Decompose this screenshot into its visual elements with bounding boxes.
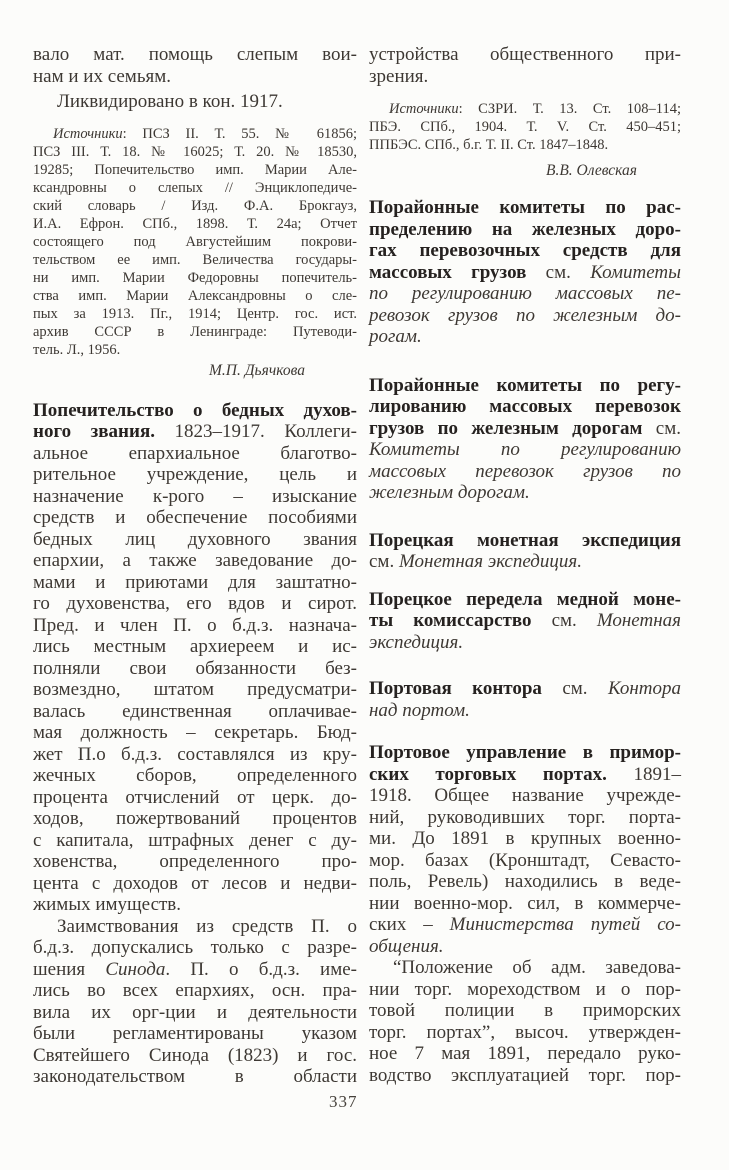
entry-poraionnye-regulirovanie bbox=[369, 375, 681, 504]
text-line bbox=[369, 262, 681, 284]
text-line bbox=[369, 914, 681, 936]
text-line bbox=[33, 421, 357, 443]
entry-paragraph bbox=[33, 916, 357, 1088]
text-segment: вила их орг-ции и деятельности bbox=[33, 1001, 357, 1023]
text-segment: гах перевозочных средств для bbox=[369, 240, 681, 261]
text-line bbox=[369, 100, 681, 118]
text-segment: ревозок грузов по железным до- bbox=[369, 304, 681, 326]
text-segment: Синода bbox=[105, 958, 166, 980]
text-segment: товой полиции в приморских bbox=[369, 1000, 681, 1021]
text-line bbox=[33, 400, 357, 422]
text-line bbox=[33, 765, 357, 787]
text-segment: лись местным архиереем и ис- bbox=[33, 636, 357, 657]
text-segment: ний, руководивших торг. порта- bbox=[369, 806, 681, 828]
text-line bbox=[369, 375, 681, 397]
text-segment: Министерства путей со- bbox=[449, 914, 681, 935]
text-segment: Монетная bbox=[596, 610, 681, 631]
text-segment: были регламентированы указом bbox=[33, 1023, 357, 1044]
text-line bbox=[369, 828, 681, 850]
text-line bbox=[369, 700, 681, 722]
continuation-paragraph bbox=[33, 44, 357, 87]
text-segment: Порайонные комитеты по рас- bbox=[369, 197, 681, 218]
text-segment: Комитеты по регулированию bbox=[369, 439, 681, 460]
text-segment: Порайонные комитеты по регу- bbox=[369, 374, 681, 396]
text-segment: валась единственная оплачивае- bbox=[33, 700, 357, 722]
entry-poretskaya-monetnaya bbox=[369, 530, 681, 573]
text-segment: жечных сборов, определенного bbox=[33, 765, 357, 786]
text-line bbox=[33, 787, 357, 809]
entry-popechitelstvo-o-bednykh bbox=[33, 400, 357, 916]
text-line bbox=[33, 269, 357, 287]
text-segment: торг. портах”, высоч. утвержден- bbox=[369, 1021, 681, 1043]
text-segment: го духовенства, его вдов и сирот. bbox=[33, 593, 357, 614]
text-segment: массовых грузов bbox=[369, 261, 527, 283]
text-line bbox=[33, 1002, 357, 1024]
text-segment: 1823–1917. Коллеги- bbox=[154, 421, 357, 442]
text-segment: альное епархиальное благотво- bbox=[33, 442, 357, 464]
text-line bbox=[33, 679, 357, 701]
text-line bbox=[33, 1023, 357, 1045]
text-line bbox=[369, 589, 681, 611]
text-segment: поль, Ревель) находились в веде- bbox=[369, 871, 681, 892]
text-segment: рогам. bbox=[369, 326, 422, 347]
text-segment: И.А. Ефрон. СПб., 1898. Т. 24а; Отчет bbox=[33, 215, 357, 232]
text-line bbox=[33, 937, 357, 959]
text-line bbox=[369, 1043, 681, 1065]
text-line bbox=[33, 215, 357, 233]
text-segment: мая должность – секретарь. Бюд- bbox=[33, 722, 357, 743]
text-segment: б.д.з. допускались только с разре- bbox=[33, 937, 357, 958]
text-line bbox=[369, 66, 681, 88]
text-line bbox=[33, 636, 357, 658]
text-segment: по регулированию массовых пе- bbox=[369, 283, 681, 304]
text-segment: процента отчислений от церк. до- bbox=[33, 786, 357, 808]
text-segment: 19285; Попечительство имп. Марии Але- bbox=[33, 161, 357, 178]
text-line bbox=[369, 240, 681, 262]
text-segment: над портом. bbox=[369, 699, 470, 721]
text-line bbox=[369, 1022, 681, 1044]
text-line bbox=[369, 850, 681, 872]
entry-paragraph bbox=[369, 957, 681, 1086]
text-segment: Пред. и член П. о б.д.з. назнача- bbox=[33, 614, 357, 636]
entry-portovoe-upravlenie bbox=[369, 742, 681, 957]
text-line bbox=[33, 125, 357, 143]
text-line bbox=[33, 851, 357, 873]
text-segment: Порецкое передела медной моне- bbox=[369, 588, 681, 610]
text-segment: вало мат. помощь слепым вои- bbox=[33, 44, 357, 65]
text-line bbox=[33, 830, 357, 852]
text-segment: ты комиссарство bbox=[369, 610, 532, 631]
text-segment: Портовое управление в примор- bbox=[369, 742, 681, 763]
text-line bbox=[33, 1045, 357, 1067]
text-segment: Порецкая монетная экспедиция bbox=[369, 529, 681, 551]
text-line bbox=[33, 464, 357, 486]
text-segment: состоящего под Августейшим покрови- bbox=[33, 233, 357, 250]
text-line bbox=[33, 658, 357, 680]
text-line bbox=[369, 742, 681, 764]
text-segment: нии военно-мор. сил, в коммерче- bbox=[369, 892, 681, 914]
text-segment: тельством ее имп. Величества государы- bbox=[33, 251, 357, 268]
text-segment: ховенства, определенного про- bbox=[33, 851, 357, 872]
text-segment: ПБЭ. СПб., 1904. Т. V. Ст. 450–451; bbox=[369, 119, 681, 135]
text-segment: устройства общественного при- bbox=[369, 44, 681, 65]
text-line bbox=[369, 807, 681, 829]
left-column bbox=[33, 44, 357, 1088]
text-segment: Ликвидировано в кон. 1917. bbox=[57, 91, 283, 112]
text-segment: бедных лиц духовного звания bbox=[33, 528, 357, 550]
text-segment: см. bbox=[642, 417, 681, 439]
text-line bbox=[33, 143, 357, 161]
text-line bbox=[369, 632, 681, 654]
text-line bbox=[33, 550, 357, 572]
text-segment: пых за 1913. Пг., 1914; Центр. гос. ист. bbox=[33, 305, 357, 322]
text-segment: средств и обеспечение пособиями bbox=[33, 507, 357, 528]
text-line bbox=[33, 572, 357, 594]
text-segment: ППБЭС. СПб., б.г. Т. II. Ст. 1847–1848. bbox=[369, 137, 609, 153]
text-line bbox=[369, 162, 681, 180]
text-segment: 1918. Общее название учрежде- bbox=[369, 785, 681, 806]
text-line bbox=[33, 507, 357, 529]
text-segment: М.П. Дьячкова bbox=[208, 361, 305, 379]
text-line bbox=[33, 362, 357, 380]
text-segment: нии торг. мореходством и о пор- bbox=[369, 978, 681, 1000]
text-line bbox=[33, 66, 357, 88]
text-segment: Святейшего Синода (1823) и гос. bbox=[33, 1044, 357, 1066]
text-line bbox=[369, 764, 681, 786]
text-line bbox=[33, 701, 357, 723]
text-segment: водство эксплуатацией торг. пор- bbox=[369, 1064, 681, 1086]
text-line bbox=[33, 916, 357, 938]
text-segment: мами и приютами для заштатно- bbox=[33, 571, 357, 593]
text-segment: ми. До 1891 в крупных военно- bbox=[369, 828, 681, 849]
right-column bbox=[369, 44, 681, 1086]
text-line bbox=[369, 893, 681, 915]
text-segment: Попечительство о бедных духов- bbox=[33, 399, 357, 421]
text-line bbox=[369, 957, 681, 979]
text-segment: лированию массовых перевозок bbox=[369, 396, 681, 417]
text-segment: экспедиция. bbox=[369, 631, 464, 653]
text-line bbox=[369, 936, 681, 958]
text-line bbox=[33, 179, 357, 197]
text-segment: архив СССР в Ленинграде: Путеводи- bbox=[33, 323, 357, 340]
text-line bbox=[33, 959, 357, 981]
text-line bbox=[369, 530, 681, 552]
text-segment: епархии, а также заведование до- bbox=[33, 550, 357, 571]
text-line bbox=[369, 396, 681, 418]
text-line bbox=[33, 808, 357, 830]
text-line bbox=[33, 161, 357, 179]
text-line bbox=[369, 482, 681, 504]
text-line bbox=[369, 610, 681, 632]
text-segment: рительное учреждение, цель и bbox=[33, 464, 357, 485]
text-segment: ни имп. Марии Федоровны попечитель- bbox=[33, 269, 357, 286]
text-line bbox=[33, 980, 357, 1002]
text-segment: см. bbox=[526, 261, 591, 283]
text-line bbox=[369, 678, 681, 700]
text-segment: Источники bbox=[53, 125, 123, 142]
text-segment: массовых перевозок грузов по bbox=[369, 460, 681, 482]
text-segment: назначение к-рого – изыскание bbox=[33, 485, 357, 507]
text-segment: грузов по железным дорогам bbox=[369, 417, 643, 439]
text-segment: : СЗРИ. Т. 13. Ст. 108–114; bbox=[458, 101, 681, 117]
text-segment: ксандровны о слепых // Энциклопедиче- bbox=[33, 179, 357, 196]
text-line bbox=[33, 44, 357, 66]
text-segment: Монетная экспедиция. bbox=[398, 551, 582, 572]
entry-portovaya-kontora bbox=[369, 678, 681, 721]
text-line bbox=[369, 979, 681, 1001]
text-line bbox=[369, 418, 681, 440]
text-line bbox=[369, 461, 681, 483]
continuation-paragraph bbox=[369, 44, 681, 87]
text-segment: жет П.о б.д.з. составлялся из кру- bbox=[33, 743, 357, 765]
text-segment: законодательством в области bbox=[33, 1066, 357, 1087]
text-segment: см. bbox=[369, 551, 399, 572]
text-segment: В.В. Олевская bbox=[545, 162, 637, 179]
text-segment: железным дорогам. bbox=[369, 482, 530, 503]
text-segment: ного звания. bbox=[33, 421, 155, 442]
text-line bbox=[369, 439, 681, 461]
text-line bbox=[369, 551, 681, 573]
text-line bbox=[33, 873, 357, 895]
text-line bbox=[369, 118, 681, 136]
author-signature bbox=[33, 362, 357, 380]
text-line bbox=[369, 44, 681, 66]
text-segment: лись во всех епархиях, осн. пра- bbox=[33, 980, 357, 1001]
text-line bbox=[33, 305, 357, 323]
text-line bbox=[33, 251, 357, 269]
text-segment: ских торговых портах. bbox=[369, 763, 607, 785]
text-line bbox=[33, 615, 357, 637]
text-line bbox=[33, 894, 357, 916]
text-segment: тель. Л., 1956. bbox=[33, 341, 121, 358]
text-segment: мор. базах (Кронштадт, Севасто- bbox=[369, 849, 681, 871]
text-line bbox=[33, 91, 357, 113]
text-segment: с капитала, штрафных денег с ду- bbox=[33, 829, 357, 851]
text-line bbox=[33, 443, 357, 465]
text-segment: ских – bbox=[369, 914, 450, 935]
text-line bbox=[369, 326, 681, 348]
text-line bbox=[369, 219, 681, 241]
text-line bbox=[369, 283, 681, 305]
text-line bbox=[369, 1065, 681, 1087]
text-line bbox=[33, 593, 357, 615]
entry-poraionnye-raspredelenie bbox=[369, 197, 681, 348]
text-line bbox=[33, 722, 357, 744]
text-segment: общения. bbox=[369, 935, 444, 957]
page-number: 337 bbox=[329, 1092, 358, 1111]
text-segment: ства имп. Марии Александровны о сле- bbox=[33, 287, 357, 304]
text-line bbox=[369, 785, 681, 807]
text-segment: “Положение об адм. заведова- bbox=[393, 957, 681, 978]
text-line bbox=[33, 233, 357, 251]
text-segment: шения bbox=[33, 958, 106, 980]
text-segment: 1891– bbox=[606, 763, 681, 785]
text-segment: пределению на железных доро- bbox=[369, 218, 681, 240]
text-segment: ский словарь / Изд. Ф.А. Брокгауз, bbox=[33, 197, 357, 214]
sources-block bbox=[33, 125, 357, 359]
text-segment: Портовая контора bbox=[369, 678, 542, 699]
text-line bbox=[369, 1000, 681, 1022]
text-line bbox=[369, 305, 681, 327]
text-line bbox=[369, 197, 681, 219]
text-segment: : ПСЗ II. Т. 55. № 61856; bbox=[122, 125, 357, 142]
text-segment: ное 7 мая 1891, передало руко- bbox=[369, 1043, 681, 1064]
text-segment: ПСЗ III. Т. 18. № 16025; Т. 20. № 18530, bbox=[33, 143, 357, 160]
text-segment: зрения. bbox=[369, 65, 429, 87]
text-segment: см. bbox=[541, 678, 608, 699]
text-segment: см. bbox=[531, 610, 597, 631]
text-segment: жимых имуществ. bbox=[33, 894, 182, 915]
text-segment: полняли свои обязанности без- bbox=[33, 657, 357, 679]
text-line bbox=[33, 744, 357, 766]
entry-poretskoe-komissarstvo bbox=[369, 589, 681, 654]
text-segment: . П. о б.д.з. име- bbox=[165, 958, 358, 980]
text-line bbox=[369, 871, 681, 893]
text-segment: ходов, пожертвований процентов bbox=[33, 808, 357, 829]
text-line bbox=[33, 341, 357, 359]
text-line bbox=[369, 136, 681, 154]
text-line bbox=[33, 486, 357, 508]
sources-block bbox=[369, 100, 681, 154]
text-segment: Источники bbox=[389, 101, 459, 117]
text-segment: Заимствования из средств П. о bbox=[57, 915, 357, 937]
liquidation-note bbox=[33, 91, 357, 113]
text-segment: возмездно, штатом предусматри- bbox=[33, 679, 357, 700]
text-line bbox=[33, 197, 357, 215]
text-segment: нам и их семьям. bbox=[33, 65, 172, 87]
text-line bbox=[33, 1066, 357, 1088]
text-line bbox=[33, 287, 357, 305]
text-segment: Комитеты bbox=[590, 261, 681, 283]
text-line bbox=[33, 323, 357, 341]
text-segment: цента с доходов от лесов и недви- bbox=[33, 872, 357, 894]
text-segment: Контора bbox=[607, 678, 681, 699]
text-line bbox=[33, 529, 357, 551]
author-signature bbox=[369, 162, 681, 180]
